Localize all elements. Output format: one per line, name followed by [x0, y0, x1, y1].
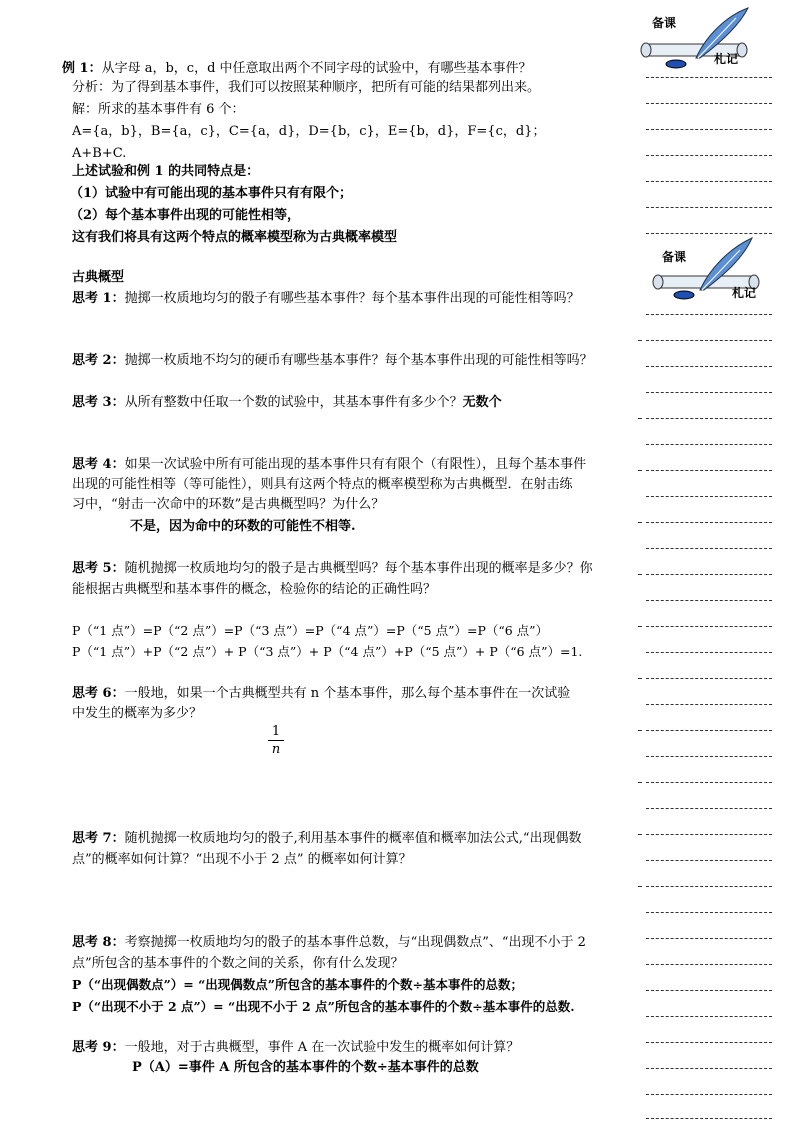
think-5-eq1: P（“1 点”）=P（“2 点”）=P（“3 点”）=P（“4 点”）=P（“5 点”）=P（“6 点”） — [72, 623, 549, 638]
think-9: 思考 9：一般地，对于古典概型，事件 A 在一次试验中发生的概率如何计算？ — [72, 1040, 520, 1055]
think-8-line2: 点”所包含的基本事件的个数之间的关系，你有什么发现？ — [72, 956, 404, 971]
example-1-sum: A+B+C. — [72, 146, 127, 161]
common-feature-2: （2）每个基本事件出现的可能性相等， — [70, 208, 301, 223]
think-7-line2: 点”的概率如何计算？“出现不小于 2 点” 的概率如何计算？ — [72, 852, 412, 867]
think-6-line2: 中发生的概率为多少？ — [72, 706, 203, 721]
think-9-answer: P（A）=事件 A 所包含的基本事件的个数÷基本事件的总数 — [132, 1060, 479, 1075]
think-6-line1: 思考 6：一般地，如果一个古典概型共有 n 个基本事件，那么每个基本事件在一次试验 — [72, 686, 571, 701]
example-1-label: 例 1： — [62, 61, 102, 76]
example-1-solution: 解：所求的基本事件有 6 个： — [72, 102, 245, 117]
think-3-answer: 无数个 — [462, 395, 502, 410]
common-features-title: 上述试验和例 1 的共同特点是： — [72, 164, 260, 179]
think-5-line1: 思考 5：随机抛掷一枚质地均匀的骰子是古典概型吗？每个基本事件出现的概率是多少？你 — [72, 561, 593, 576]
fraction-denominator: n — [271, 742, 281, 757]
logo-text-prep: 备课 — [652, 16, 677, 30]
example-1-question: 例 1：从字母 a，b，c，d 中任意取出两个不同字母的试验中，有哪些基本事件？ — [62, 61, 532, 76]
think-7-line1: 思考 7：随机抛掷一枚质地均匀的骰子,利用基本事件的概率值和概率加法公式,“出现偶数 — [72, 831, 582, 846]
fraction-1-over-n — [268, 724, 284, 757]
example-1-analysis: 分析：为了得到基本事件，我们可以按照某种顺序，把所有可能的结果都列出来。 — [72, 80, 541, 95]
lesson-notes-logo-top — [636, 6, 756, 70]
think-2: 思考 2：抛掷一枚质地不均匀的硬币有哪些基本事件？每个基本事件出现的可能性相等吗？ — [72, 353, 593, 368]
example-1-events: A={a，b}，B={a，c}，C={a，d}，D={b，c}，E={b，d}，F={c，d}； — [72, 124, 546, 139]
think-8-line1: 思考 8：考察抛掷一枚质地均匀的骰子的基本事件总数，与“出现偶数点”、“出现不小于 2 — [72, 935, 586, 950]
think-8-formula-1: P（“出现偶数点”）= “出现偶数点”所包含的基本事件的个数÷基本事件的总数； — [72, 977, 523, 992]
think-1: 思考 1：抛掷一枚质地均匀的骰子有哪些基本事件？每个基本事件出现的可能性相等吗？ — [72, 291, 580, 306]
lesson-notes-logo-middle — [648, 236, 768, 300]
fraction-bar — [268, 740, 284, 741]
fraction-numerator: 1 — [271, 724, 281, 739]
common-conclusion: 这有我们将具有这两个特点的概率模型称为古典概率模型 — [72, 230, 398, 245]
logo-text-prep: 备课 — [662, 250, 687, 264]
section-title: 古典概型 — [72, 270, 125, 285]
think-5-eq2: P（“1 点”）+P（“2 点”）+ P（“3 点”）+ P（“4 点”）+P（“5 点”）+ P（“6 点”）=1. — [72, 644, 583, 659]
logo-text-notes: 札记 — [714, 52, 739, 66]
think-8-formula-2: P（“出现不小于 2 点”）= “出现不小于 2 点”所包含的基本事件的个数÷基本事件的总数. — [72, 999, 575, 1014]
think-4-answer: 不是，因为命中的环数的可能性不相等. — [130, 519, 356, 534]
think-4-line1: 思考 4：如果一次试验中所有可能出现的基本事件只有有限个（有限性），且每个基本事件 — [72, 457, 587, 472]
common-feature-1: （1）试验中有可能出现的基本事件只有有限个； — [70, 186, 353, 201]
think-4-line3: 习中，“射击一次命中的环数”是古典概型吗？为什么？ — [72, 497, 385, 512]
think-4-line2: 出现的可能性相等（等可能性），则具有这两个特点的概率模型称为古典概型．在射击练 — [72, 477, 573, 492]
think-5-line2: 能根据古典概型和基本事件的概念，检验你的结论的正确性吗？ — [72, 582, 437, 597]
think-3: 思考 3：从所有整数中任取一个数的试验中，其基本事件有多少个？无数个 — [72, 395, 502, 410]
logo-text-notes: 札记 — [732, 286, 757, 300]
